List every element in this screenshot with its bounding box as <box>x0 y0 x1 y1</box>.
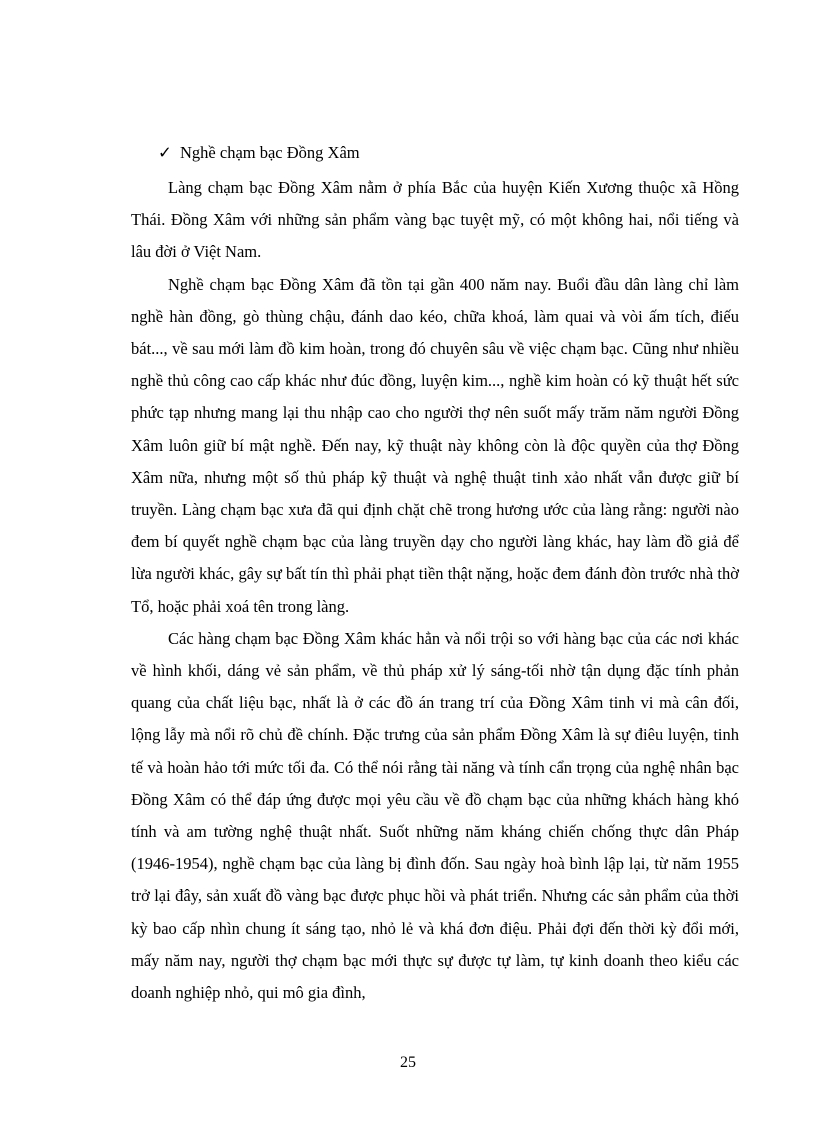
paragraph: Các hàng chạm bạc Đồng Xâm khác hẳn và nổi trội so với hàng bạc của các nơi khác về hình khối, dáng vẻ sản phẩm, về thủ pháp xử lý sáng-tối nhờ tận dụng đặc tính phản quang của chất liệu bạc, nhất là ở các đồ án trang trí của Đồng Xâm tinh vi mà cân đối, lộng lẫy mà nổi rõ chủ đề chính. Đặc trưng của sản phẩm Đồng Xâm là sự điêu luyện, tinh tế và hoàn hảo tới mức tối đa. Có thể nói rằng tài năng và tính cẩn trọng của nghệ nhân bạc Đồng Xâm có thể đáp ứng được mọi yêu cầu về đồ chạm bạc của những khách hàng khó tính và am tường nghệ thuật nhất. Suốt những năm kháng chiến chống thực dân Pháp (1946-1954), nghề chạm bạc của làng bị đình đốn. Sau ngày hoà bình lập lại, từ năm 1955 trở lại đây, sản xuất đồ vàng bạc được phục hồi và phát triển. Nhưng các sản phẩm của thời kỳ bao cấp nhìn chung ít sáng tạo, nhỏ lẻ và khá đơn điệu. Phải đợi đến thời kỳ đổi mới, mấy năm nay, người thợ chạm bạc mới thực sự được tự làm, tự kinh doanh theo kiểu các doanh nghiệp nhỏ, qui mô gia đình, <box>131 628 739 1003</box>
section-heading <box>158 141 360 165</box>
body-text <box>131 172 739 1009</box>
paragraph: Làng chạm bạc Đồng Xâm nằm ở phía Bắc của huyện Kiến Xương thuộc xã Hồng Thái. Đồng Xâm với những sản phẩm vàng bạc tuyệt mỹ, có một không hai, nổi tiếng và lâu đời ở Việt Nam. <box>131 178 739 262</box>
page-number: 25 <box>400 1054 416 1071</box>
section-heading-text: Nghề chạm bạc Đồng Xâm <box>180 143 360 162</box>
checkmark-icon: ✓ <box>158 143 172 162</box>
paragraph: Nghề chạm bạc Đồng Xâm đã tồn tại gần 400 năm nay. Buổi đầu dân làng chỉ làm nghề hàn đồng, gò thùng chậu, đánh dao kéo, chữa khoá, làm quai và vòi ấm tích, điếu bát..., về sau mới làm đồ kim hoàn, trong đó chuyên sâu về việc chạm bạc. Cũng như nhiều nghề thủ công cao cấp khác như đúc đồng, luyện kim..., nghề kim hoàn có kỹ thuật hết sức phức tạp nhưng mang lại thu nhập cao cho người thợ nên suốt mấy trăm năm người Đồng Xâm luôn giữ bí mật nghề. Đến nay, kỹ thuật này không còn là độc quyền của thợ Đồng Xâm nữa, nhưng một số thủ pháp kỹ thuật và nghệ thuật tinh xảo nhất vẫn được giữ bí truyền. Làng chạm bạc xưa đã qui định chặt chẽ trong hương ước của làng rằng: người nào đem bí quyết nghề chạm bạc của làng truyền dạy cho người làng khác, hay làm đồ giả để lừa người khác, gây sự bất tín thì phải phạt tiền thật nặng, hoặc đem đánh đòn trước nhà thờ Tổ, hoặc phải xoá tên trong làng. <box>131 274 739 616</box>
